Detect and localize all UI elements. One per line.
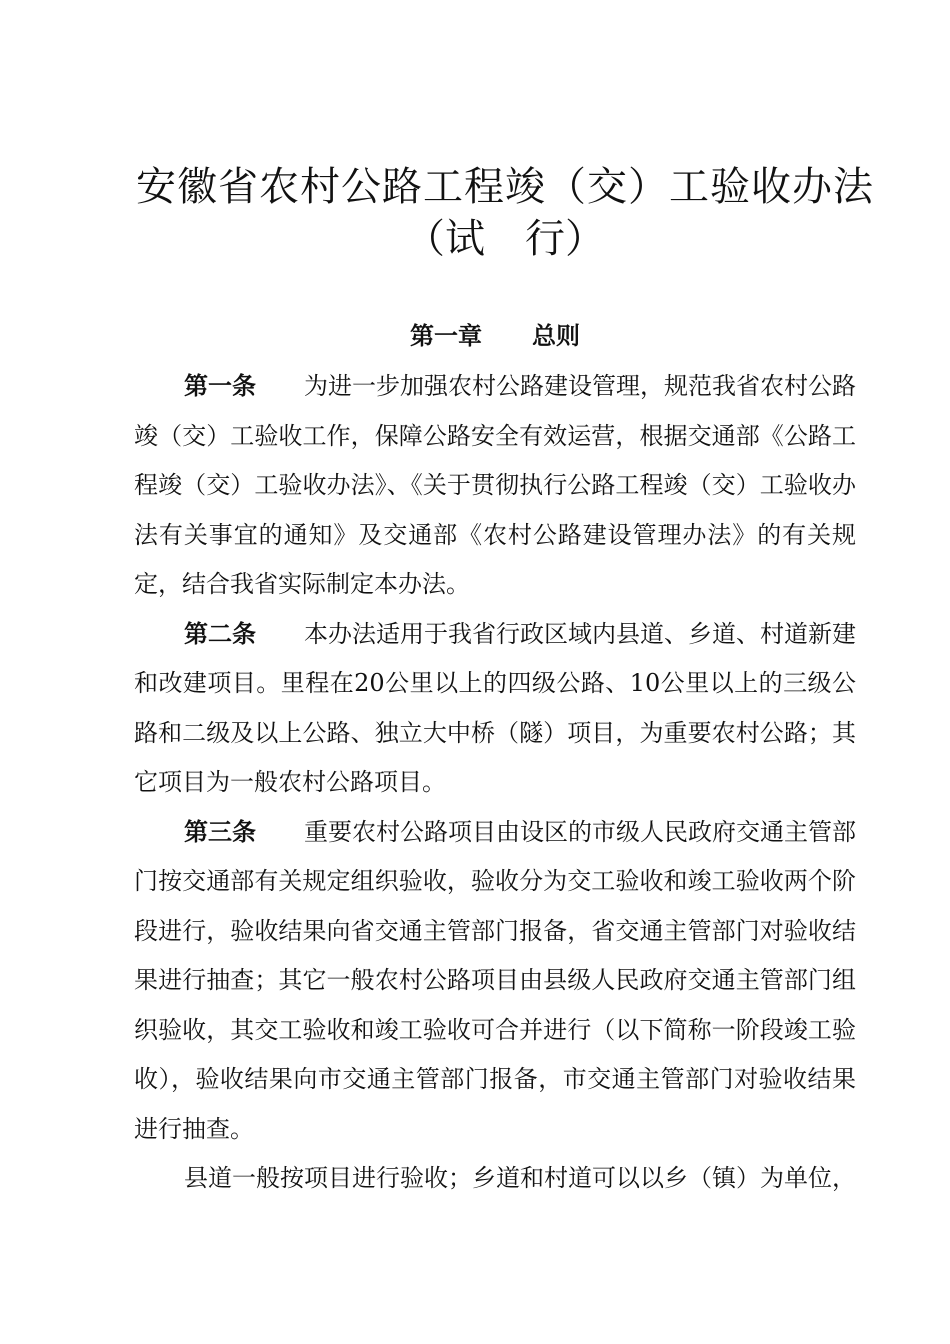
document-title [0,160,950,266]
chapter-number: 第一章 [410,322,482,350]
chapter-name: 总则 [532,322,580,350]
article-1 [134,362,856,610]
paragraph-continuation [134,1154,856,1204]
article-label: 第二条 [184,619,256,648]
article-label: 第三条 [184,817,256,846]
article-text: 重要农村公路项目由设区的市级人民政府交通主管部门按交通部有关规定组织验收，验收分为交工验收和竣工验收两个阶段进行，验收结果向省交通主管部门报备，省交通主管部门对验收结果进行抽查；其它一般农村公路项目由县级人民政府交通主管部门组织验收，其交工验收和竣工验收可合并进行（以下简称一阶段竣工验收），验收结果向市交通主管部门报备，市交通主管部门对验收结果进行抽查。 [134,817,856,1143]
title-trial: （试 行） [405,216,605,262]
article-3 [134,808,856,1155]
chapter-heading [0,318,950,354]
title-main: 安徽省农村公路工程竣（交）工验收办法 [136,164,874,210]
article-label: 第一条 [184,372,256,400]
article-text: 为进一步加强农村公路建设管理，规范我省农村公路竣（交）工验收工作，保障公路安全有效运营，根据交通部《公路工程竣（交）工验收办法》、《关于贯彻执行公路工程竣（交）工验收办法有关事宜的通知》及交通部《农村公路建设管理办法》的有关规定，结合我省实际制定本办法。 [134,372,856,598]
article-2 [134,610,856,808]
document-body [134,362,856,1204]
article-text: 本办法适用于我省行政区域内县道、乡道、村道新建和改建项目。里程在20公里以上的四级公路、10公里以上的三级公路和二级及以上公路、独立大中桥（隧）项目，为重要农村公路；其它项目为一般农村公路项目。 [134,619,856,796]
paragraph-text: 县道一般按项目进行验收；乡道和村道可以以乡（镇）为单位， [184,1164,856,1192]
